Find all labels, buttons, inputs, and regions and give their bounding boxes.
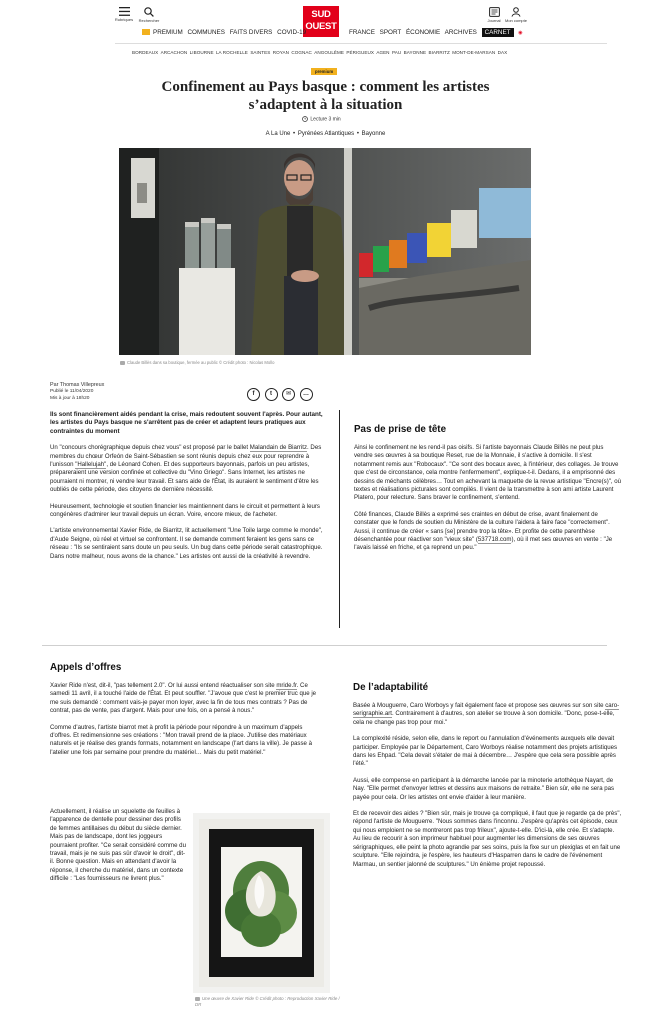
byline [50,382,104,402]
article-paragraph: Ainsi le confinement ne les rend-il pas oisifs. Si l'artiste bayonnais Claude Billès ne peut plus vendre ses œuvres à sa boutique Reset, rue de la Monnaie, il s'active à domicile. Il s'est notamment remis aux "Robocaux". "Ce sont des bocaux avec, à l'intérieur, des collages. Je trouve que c'est de circonstance, cela montre l'enfermement", explique-t-il. Dedans, il a emprisonné des dessins de méchants célèbres… Tout en achevant la maquette de la revue artistique "Encre(s)", où textes et réalisations picturales sont compilés. Il vient de la transmettre à son ami artiste Laurent Platero, pour relecture. Sans braver le confinement, s'entend. [354,444,622,502]
hero-photo-illustration [119,148,531,355]
nav-more-icon[interactable]: ◉ [518,30,523,36]
text-run: Côté finances, Claude Billès a exprimé ses craintes en début de crise, avant finalement de constater que le fonds de soutien du Ministère de la culture l'aidera à faire face "correctement". Aussi, il continue de créer « sans [se] prendre trop la tête». Et profite de cette parenthèse désenchantée pour réactiver son "vieux site" ( [354,510,610,544]
logo-line-1: SUD [311,9,331,20]
article-paragraph: Aussi, elle compense en participant à la démarche lancée par la minoterie artothèque Nayart, de Nay. "Elle permet d'envoyer lettres et dessins aux maisons de retraite." Bien sûr, elle ne sera pas payée pour cela. Or les artistes ont envie d'aider à leur manière. [353,776,615,801]
text-run: Xavier Ride n'est, dit-il, "pas tellement 2.0". Or lui aussi entend réactualiser son site [50,682,277,689]
facebook-icon[interactable]: f [247,388,260,401]
section-heading: Appels d’offres [50,662,122,673]
email-icon[interactable]: ✉ [282,388,295,401]
nav-archives[interactable]: ARCHIVES [444,29,477,36]
article-paragraph [50,444,325,494]
breadcrumb-item[interactable]: Pyrénées Atlantiques [297,131,355,137]
city-link[interactable]: MONT-DE-MARSAN [452,50,496,55]
article-paragraph [353,702,623,727]
clock-icon [302,116,308,122]
breadcrumb [200,131,451,137]
author: Par Thomas Villepreux [50,382,105,388]
artwork-caption-text: Une œuvre de Xavier Ride © Crédit photo : Reproduction Xavier Ride / DR [195,996,340,1007]
link-malandain[interactable]: Malandain de Biarritz [249,444,308,452]
main-nav-right [349,29,526,36]
breadcrumb-separator: • [293,131,296,137]
article-intro-column [50,411,325,569]
text-run: , de Léonard Cohen. Et des supporteurs bayonnais, parfois un peu artistes, prépareraient une version confinée et collective du "Vino Griego". Sans Internet, les artistes ne pourraient ni montrer, ni vendre leur travail. Et sans aide de l'État, ils auraient le sentiment d'être les oubliés de cette période, des citoyens de dernière nécessité. [50,461,319,494]
twitter-icon[interactable]: t [265,388,278,401]
account-label: Mon compte [504,18,527,23]
text-run: . Contrairement à d'autres, son atelier se trouve à son domicile. "Donc, pose-t-elle, cela ne change pas trop pour moi." [353,710,615,726]
article-paragraph [50,682,322,716]
article-title: Confinement au Pays basque : comment les artistes s’adaptent à la situation [161,79,490,113]
city-link[interactable]: ARCACHON [160,50,188,55]
header-divider [115,43,607,44]
text-run: . Ce samedi 11 avril, il a touché l'aide de l'État. Et peut souffler. "J'avoue que c'est le premier truc que je me suis demandé : comment vais-je payer mon loyer, avec la fin de tous mes contrats ? Pas de contrat, pas de vente, pas d'argent. Mais pour une fois, on a pensé à nous." [50,682,317,715]
city-link[interactable]: BAYONNE [403,50,427,55]
section-divider [42,645,607,646]
text-run: Un "concours chorégraphique depuis chez vous" est proposé par le ballet [50,444,250,452]
camera-icon [195,997,200,1001]
article-paragraph: Comme d'autres, l'artiste biarrot met à profit la période pour répondre à un maximum d'appels d'offres. Et redimensionne ses créations : "Mon travail prend de la place. J'utilise des matériaux naturels et je réalise des grands formats, notamment en landscape (l'art dans la ville). Je passe à l'atelier une fois par semaine pour prendre du matériel… Mais du petit matériel." [50,723,312,756]
journal-label: Journal [487,18,501,23]
hero-caption [120,360,274,365]
search-label: Rechercher [138,18,160,23]
premium-kicker: premium [311,68,337,75]
camera-icon [120,361,125,365]
section-heading: Pas de prise de tête [354,424,447,435]
hero-photo [119,148,531,355]
menu-label: Rubriques [114,17,134,22]
link-537718[interactable]: 537718.com [477,536,512,544]
city-link[interactable]: DAX [497,50,508,55]
article-paragraph: Heureusement, technologie et soutien financier les maintiennent dans le circuit et permettent à leurs congénères d'admirer leur travail depuis un écran. Voire, encore mieux, de l'acheter. [50,502,320,519]
nav-sport[interactable]: SPORT [379,29,402,36]
read-time-label: Lecture 3 min [310,116,341,123]
section-prise-de-tete [354,424,622,561]
share-bar [247,382,317,401]
section-heading: De l’adaptabilité [353,682,429,693]
breadcrumb-item[interactable]: Bayonne [361,131,386,137]
city-link[interactable]: AGEN [376,50,390,55]
article-paragraph: Et de recevoir des aides ? "Bien sûr, mais je trouve ça compliqué, il faut que je regarde ça de près", répond l'artiste de Mouguerre. "Nous sommes dans l'inconnu. J'espère qu'après cet épisode, ceux qui nous emploient ne se montreront pas trop frileux", ajoute-t-elle. D'ici-là, elle crée. Et s'adapte. Au lieu de recourir à son imprimeur habituel pour augmenter les dimensions de ses œuvres sérigraphiques, elle peint la photo agrandie par ses soins, puis la fixe sur un plexiglas et en fait une sculpture. "Elle rejoindra, je l'espère, les hauteurs d'Hasparren dans le cadre de l'événement Marmau, un sentier jalonné de sculptures." Un énième projet repoussé. [353,810,622,868]
updated-date: Mis à jour à 18h20 [50,395,90,401]
city-link[interactable]: SAINTES [250,50,271,55]
nav-faits-divers[interactable]: FAITS DIVERS [229,29,273,36]
artwork-illustration [193,813,330,993]
column-divider [339,410,340,628]
site-header [0,0,651,46]
section-appels-offres [50,662,322,765]
artwork-photo [193,813,330,993]
read-time [302,116,341,123]
hero-caption-text: Claude Billès dans sa boutique, fermée au public © Crédit photo : Nicolas Mollo [127,360,275,365]
section-appels-offres-cont [50,808,186,892]
breadcrumb-separator: • [356,131,359,137]
premium-icon [142,29,150,35]
city-nav [132,50,542,55]
city-link[interactable]: ROYAN [272,50,289,55]
nav-covid[interactable]: COVID-19 [277,29,307,36]
article-paragraph: L'artiste environnemental Xavier Ride, de Biarritz, lit actuellement "Une Toile large comme le monde", d'Aude Seigne, où réel et virtuel se confrontent. Il se demande comment feraient les gens sans ce réseau : "Ils se sentiraient sans doute un peu seuls. Un bug dans cette période serait catastrophique. Dans notre malheur, nous avons de la chance." Les artistes ont aussi de la créativité à revendre. [50,527,323,560]
section-adaptabilite [353,682,623,877]
artwork-caption [195,996,345,1008]
city-link[interactable]: ANGOULÊME [314,50,345,55]
city-link[interactable]: PÉRIGUEUX [346,50,374,55]
text-run: Basée à Mouguerre, Caro Worboys y fait également face et propose ses œuvres sur son site [353,702,606,709]
newspaper-icon [489,7,500,17]
text-run: ), où il met ses œuvres en vente : "Je l'avais laissé en friche, et ça reprend un peu." [354,536,613,552]
article-lede: Ils sont financièrement aidés pendant la crise, mais redoutent souvent l'après. Pour autant, les artistes du Pays basque ne s'arrêtent pas de créer et adaptent leurs pratiques aux contraintes du moment [50,411,323,435]
article-paragraph: La complexité réside, selon elle, dans le report ou l'annulation d'événements auxquels elle devait participer. Employée par le Département, Caro Worboys réalise notamment des projets artistiques dans les Ehpad. "Cela devait s'étaler de mai à décembre… J'espère que cela sera possible après l'été." [353,735,618,768]
nav-carnet[interactable]: CARNET [482,28,514,37]
article-paragraph [354,511,622,553]
search-button[interactable] [132,7,166,23]
nav-communes[interactable]: COMMUNES [187,29,225,36]
city-link[interactable]: PAU [391,50,402,55]
user-icon [511,7,521,17]
text-run: . Des membres du chœur Orfeón de Saint-Sébastien se sont réunis depuis chez eux pour reprendre à l'unisson [50,444,322,469]
link-mride[interactable]: mride.fr [276,682,297,689]
article-paragraph: Actuellement, il réalise un squelette de feuilles à l'apparence de dentelle pour dessiner des profils de femmes antillaises du début du siècle dernier. Mais pas de landscape, dont les joggeurs pourraient profiter. "Ce serait considéré comme du travail, mais je ne suis pas sûr d'avoir le droit", dit-il. Bonne question. Mais en attendant d'avoir la réponse, il cherche du matériel, dans un contexte difficile : "Les fournisseurs ne livrent plus." [50,808,186,883]
city-link[interactable]: LA ROCHELLE [215,50,248,55]
hamburger-icon [119,7,130,16]
comment-icon[interactable]: … [300,388,313,401]
city-link[interactable]: BORDEAUX [132,50,159,55]
published-date: Publié le 11/04/2020 [50,388,94,394]
nav-france[interactable]: FRANCE [349,29,375,36]
city-link[interactable]: COGNAC [291,50,312,55]
logo-line-2: OUEST [305,21,337,32]
link-caro-serigraphie[interactable]: caro-serigraphie.art [353,702,620,718]
city-link[interactable]: LIBOURNE [189,50,214,55]
main-nav-left [142,29,309,36]
link-hallelujah[interactable]: "Hallelujah" [75,461,107,469]
nav-economie[interactable]: ÉCONOMIE [405,29,441,36]
search-icon [144,7,154,17]
city-link[interactable]: BIARRITZ [428,50,450,55]
nav-premium[interactable]: PREMIUM [153,29,183,36]
breadcrumb-item[interactable]: A La Une [265,131,291,137]
account-button[interactable] [499,7,533,23]
